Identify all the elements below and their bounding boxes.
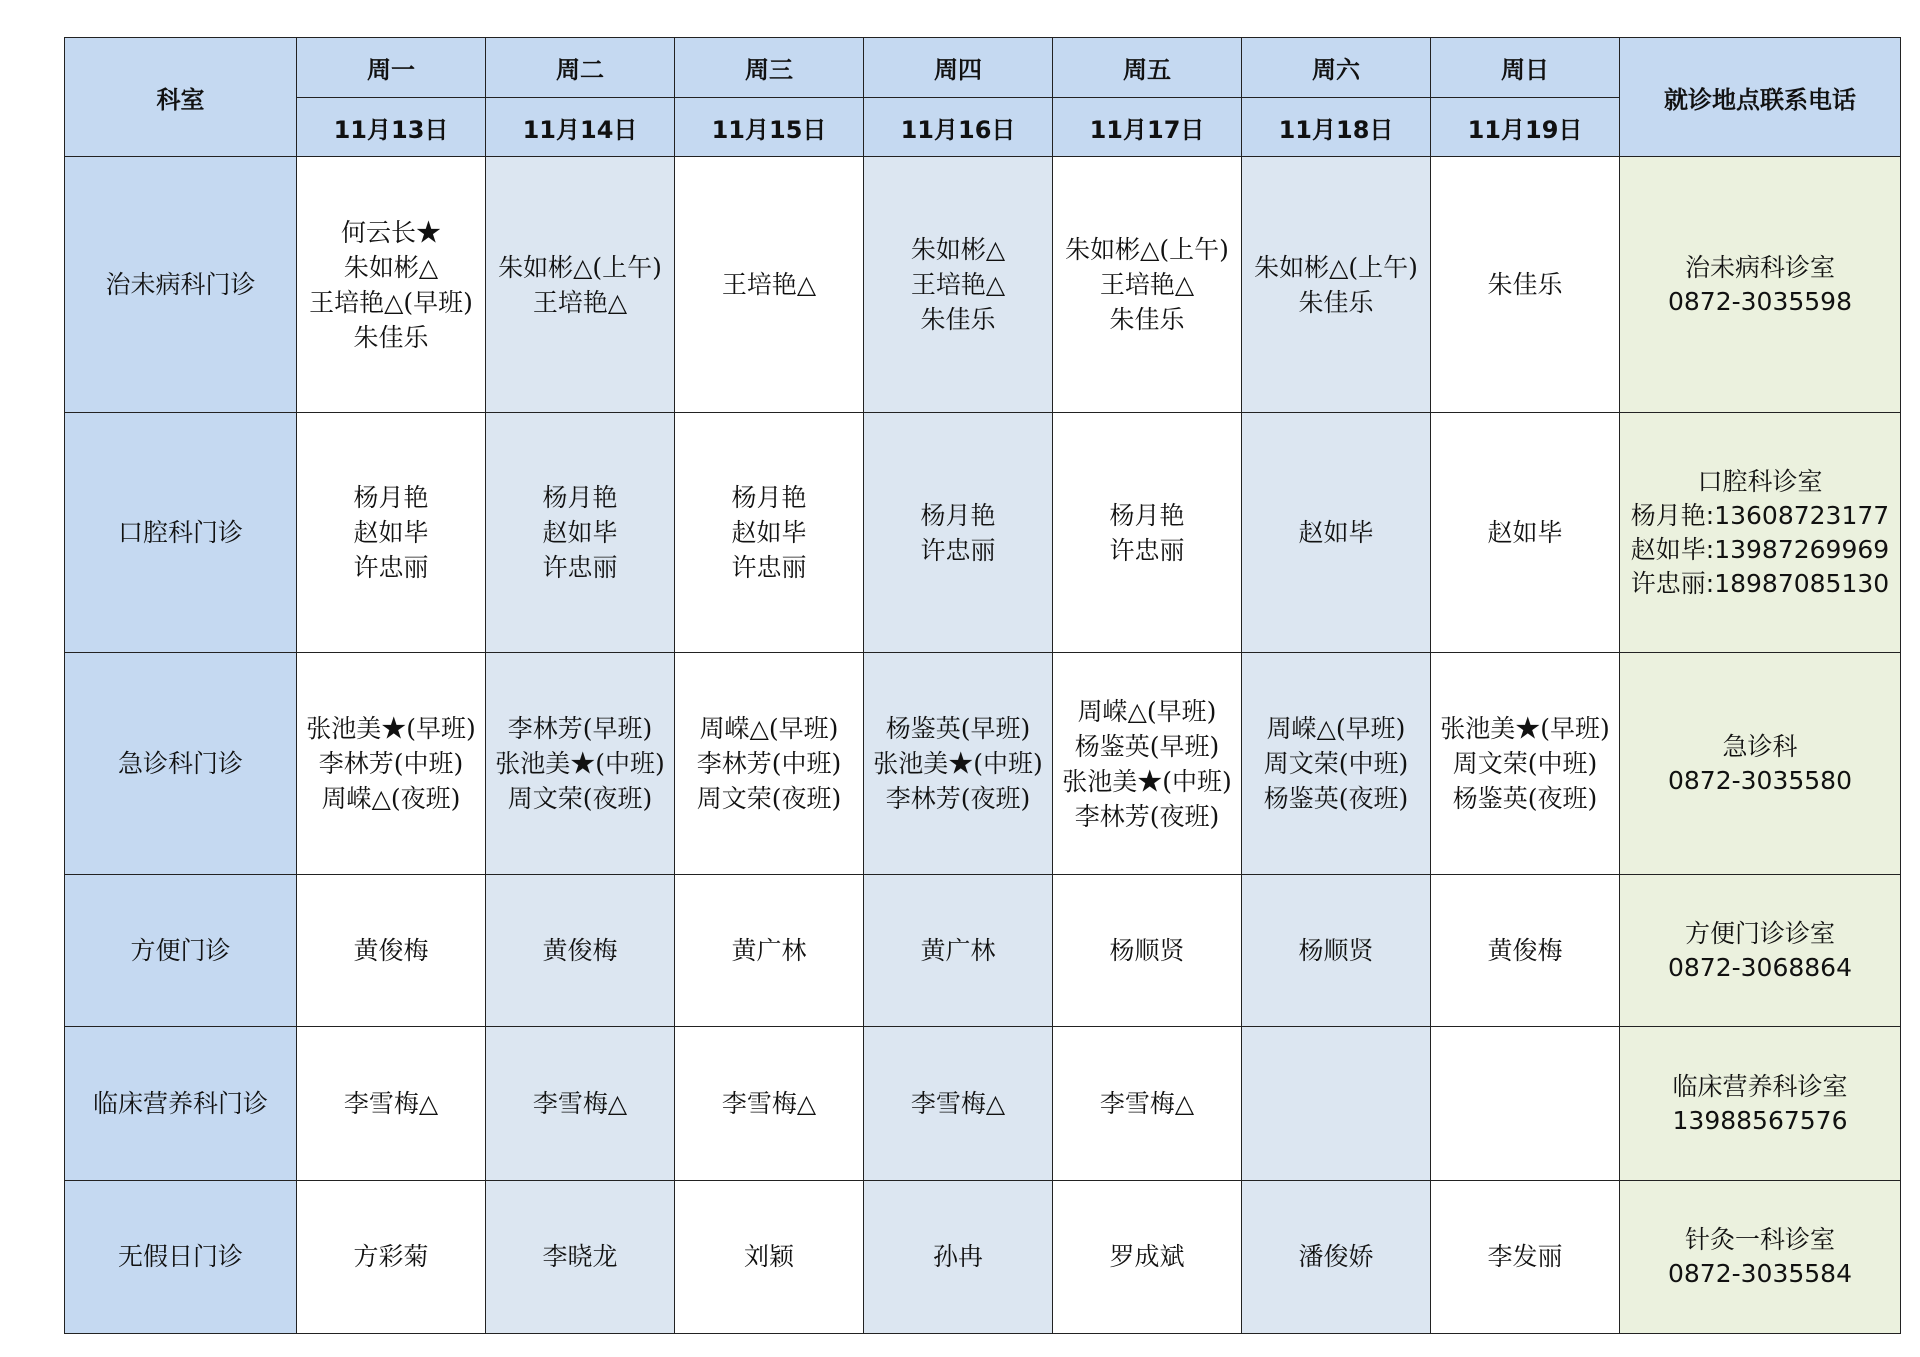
doctor-name: 王培艳△ <box>721 270 817 300</box>
contact-line: 0872-3035598 <box>1668 286 1852 316</box>
doctor-name: 李林芳(中班) <box>696 749 842 779</box>
contact-line: 临床营养科诊室 <box>1672 1071 1848 1101</box>
doctor-name: 潘俊娇 <box>1298 1242 1374 1272</box>
contact-line: 0872-3035580 <box>1668 765 1852 795</box>
header-date: 11月16日 <box>864 98 1053 157</box>
doctor-name: 黄俊梅 <box>353 936 429 966</box>
doctor-name: 周嵘△(夜班) <box>321 784 461 814</box>
table-row <box>65 652 1901 874</box>
schedule-cell <box>675 413 864 652</box>
schedule-cell <box>675 1180 864 1333</box>
table-row <box>65 1027 1901 1180</box>
schedule-cell <box>864 1180 1053 1333</box>
schedule-cell <box>1431 1027 1620 1180</box>
doctor-name: 杨月艳 <box>920 500 996 530</box>
schedule-cell <box>486 875 675 1027</box>
schedule-cell <box>864 157 1053 413</box>
schedule-cell <box>864 1027 1053 1180</box>
doctor-name: 许忠丽 <box>1109 535 1185 565</box>
doctor-name: 杨鉴英(夜班) <box>1263 784 1409 814</box>
schedule-cell <box>1431 875 1620 1027</box>
contact-cell <box>1620 157 1901 413</box>
contact-line: 赵如毕:13987269969 <box>1630 534 1890 564</box>
schedule-cell <box>1053 875 1242 1027</box>
header-date: 11月14日 <box>486 98 675 157</box>
doctor-name: 罗成斌 <box>1109 1242 1185 1272</box>
schedule-cell <box>1242 1180 1431 1333</box>
header-row-days <box>65 38 1901 98</box>
doctor-name: 李雪梅△ <box>721 1089 817 1119</box>
contact-cell <box>1620 1180 1901 1333</box>
doctor-name: 周文荣(中班) <box>1263 749 1409 779</box>
schedule-cell <box>1242 157 1431 413</box>
schedule-cell <box>864 413 1053 652</box>
doctor-name: 王培艳△(早班) <box>309 287 473 317</box>
doctor-name: 李林芳(夜班) <box>885 784 1031 814</box>
doctor-name: 杨月艳 <box>1109 500 1185 530</box>
doctor-name: 周文荣(夜班) <box>696 784 842 814</box>
contact-line: 许忠丽:18987085130 <box>1630 568 1890 598</box>
schedule-cell <box>1053 652 1242 874</box>
doctor-name: 黄俊梅 <box>1487 936 1563 966</box>
header-day: 周二 <box>486 38 675 98</box>
contact-line: 口腔科诊室 <box>1697 466 1823 496</box>
doctor-name: 王培艳△ <box>910 270 1006 300</box>
doctor-name: 李林芳(夜班) <box>1074 801 1220 831</box>
schedule-cell <box>297 1180 486 1333</box>
doctor-name: 王培艳△ <box>1099 270 1195 300</box>
contact-line: 方便门诊诊室 <box>1684 918 1835 948</box>
doctor-name: 李雪梅△ <box>532 1089 628 1119</box>
doctor-name: 李发丽 <box>1487 1242 1563 1272</box>
schedule-cell <box>1242 1027 1431 1180</box>
schedule-cell <box>1053 157 1242 413</box>
dept-name-cell: 急诊科门诊 <box>65 652 297 874</box>
doctor-name: 许忠丽 <box>731 553 807 583</box>
schedule-cell <box>675 1027 864 1180</box>
header-date: 11月17日 <box>1053 98 1242 157</box>
header-day: 周四 <box>864 38 1053 98</box>
header-contact: 就诊地点联系电话 <box>1620 38 1901 157</box>
doctor-name: 王培艳△ <box>532 287 628 317</box>
doctor-name: 黄广林 <box>731 936 807 966</box>
header-day: 周一 <box>297 38 486 98</box>
header-day: 周五 <box>1053 38 1242 98</box>
schedule-cell <box>297 875 486 1027</box>
doctor-name: 张池美★(中班) <box>873 749 1043 779</box>
schedule-cell <box>1242 413 1431 652</box>
contact-cell <box>1620 1027 1901 1180</box>
doctor-name: 杨鉴英(早班) <box>1074 731 1220 761</box>
doctor-name: 朱如彬△(上午) <box>1254 252 1418 282</box>
schedule-cell <box>864 875 1053 1027</box>
header-dept: 科室 <box>65 38 297 157</box>
contact-line: 治未病科诊室 <box>1684 252 1835 282</box>
doctor-name: 杨鉴英(早班) <box>885 714 1031 744</box>
schedule-cell <box>1242 875 1431 1027</box>
doctor-name: 朱如彬△ <box>910 235 1006 265</box>
header-date: 11月13日 <box>297 98 486 157</box>
doctor-name: 赵如毕 <box>731 518 807 548</box>
doctor-name: 赵如毕 <box>1487 518 1563 548</box>
schedule-cell <box>1053 1180 1242 1333</box>
header-date: 11月15日 <box>675 98 864 157</box>
schedule-cell <box>1431 413 1620 652</box>
doctor-name: 张池美★(中班) <box>1062 766 1232 796</box>
header-date: 11月18日 <box>1242 98 1431 157</box>
contact-line: 0872-3068864 <box>1668 952 1852 982</box>
schedule-cell <box>486 157 675 413</box>
doctor-name: 张池美★(早班) <box>306 714 476 744</box>
schedule-cell <box>1053 413 1242 652</box>
doctor-name: 周嵘△(早班) <box>699 714 839 744</box>
schedule-cell <box>297 413 486 652</box>
header-day: 周日 <box>1431 38 1620 98</box>
duty-schedule-table <box>64 37 1901 1334</box>
contact-line: 急诊科 <box>1722 731 1798 761</box>
schedule-cell <box>297 157 486 413</box>
doctor-name: 李雪梅△ <box>910 1089 1006 1119</box>
contact-cell <box>1620 875 1901 1027</box>
doctor-name: 刘颖 <box>743 1242 794 1272</box>
schedule-cell <box>486 1027 675 1180</box>
schedule-cell <box>1431 1180 1620 1333</box>
dept-name-cell: 无假日门诊 <box>65 1180 297 1333</box>
doctor-name: 周嵘△(早班) <box>1077 696 1217 726</box>
doctor-name: 杨月艳 <box>731 483 807 513</box>
doctor-name: 周文荣(中班) <box>1452 749 1598 779</box>
schedule-cell <box>675 652 864 874</box>
doctor-name: 赵如毕 <box>542 518 618 548</box>
schedule-cell <box>1431 157 1620 413</box>
contact-line: 针灸一科诊室 <box>1684 1224 1835 1254</box>
doctor-name: 朱佳乐 <box>1109 305 1185 335</box>
doctor-name: 杨月艳 <box>542 483 618 513</box>
doctor-name: 李雪梅△ <box>343 1089 439 1119</box>
doctor-name: 李林芳(早班) <box>507 714 653 744</box>
doctor-name: 朱佳乐 <box>353 322 429 352</box>
doctor-name: 周嵘△(早班) <box>1266 714 1406 744</box>
doctor-name: 许忠丽 <box>542 553 618 583</box>
doctor-name: 孙冉 <box>932 1242 983 1272</box>
doctor-name: 杨顺贤 <box>1109 936 1185 966</box>
doctor-name: 方彩菊 <box>353 1242 429 1272</box>
dept-name-cell: 口腔科门诊 <box>65 413 297 652</box>
contact-line: 13988567576 <box>1672 1105 1848 1135</box>
dept-name-cell: 临床营养科门诊 <box>65 1027 297 1180</box>
dept-name-cell: 方便门诊 <box>65 875 297 1027</box>
doctor-name: 朱佳乐 <box>920 305 996 335</box>
doctor-name: 朱如彬△ <box>343 252 439 282</box>
doctor-name: 周文荣(夜班) <box>507 784 653 814</box>
doctor-name: 朱佳乐 <box>1298 287 1374 317</box>
doctor-name: 李林芳(中班) <box>318 749 464 779</box>
schedule-cell <box>1242 652 1431 874</box>
contact-line: 杨月艳:13608723177 <box>1630 500 1890 530</box>
doctor-name: 张池美★(中班) <box>495 749 665 779</box>
schedule-cell <box>486 652 675 874</box>
schedule-cell <box>1053 1027 1242 1180</box>
table-row <box>65 1180 1901 1333</box>
doctor-name: 许忠丽 <box>353 553 429 583</box>
doctor-name: 朱如彬△(上午) <box>498 252 662 282</box>
schedule-cell <box>486 413 675 652</box>
table-row <box>65 413 1901 652</box>
doctor-name: 何云长★ <box>340 217 441 247</box>
header-date: 11月19日 <box>1431 98 1620 157</box>
schedule-cell <box>486 1180 675 1333</box>
doctor-name: 黄广林 <box>920 936 996 966</box>
doctor-name: 朱如彬△(上午) <box>1065 235 1229 265</box>
table-row <box>65 875 1901 1027</box>
contact-cell <box>1620 652 1901 874</box>
schedule-cell <box>297 652 486 874</box>
header-day: 周六 <box>1242 38 1431 98</box>
doctor-name: 张池美★(早班) <box>1440 714 1610 744</box>
schedule-cell <box>1431 652 1620 874</box>
doctor-name: 杨月艳 <box>353 483 429 513</box>
doctor-name: 杨鉴英(夜班) <box>1452 784 1598 814</box>
schedule-cell <box>297 1027 486 1180</box>
doctor-name: 赵如毕 <box>353 518 429 548</box>
doctor-name: 赵如毕 <box>1298 518 1374 548</box>
doctor-name: 朱佳乐 <box>1487 270 1563 300</box>
contact-line: 0872-3035584 <box>1668 1258 1852 1288</box>
table-row <box>65 157 1901 413</box>
schedule-cell <box>675 875 864 1027</box>
dept-name-cell: 治未病科门诊 <box>65 157 297 413</box>
schedule-cell <box>864 652 1053 874</box>
doctor-name: 黄俊梅 <box>542 936 618 966</box>
doctor-name: 李晓龙 <box>542 1242 618 1272</box>
header-day: 周三 <box>675 38 864 98</box>
contact-cell <box>1620 413 1901 652</box>
doctor-name: 许忠丽 <box>920 535 996 565</box>
doctor-name: 杨顺贤 <box>1298 936 1374 966</box>
doctor-name: 李雪梅△ <box>1099 1089 1195 1119</box>
schedule-cell <box>675 157 864 413</box>
